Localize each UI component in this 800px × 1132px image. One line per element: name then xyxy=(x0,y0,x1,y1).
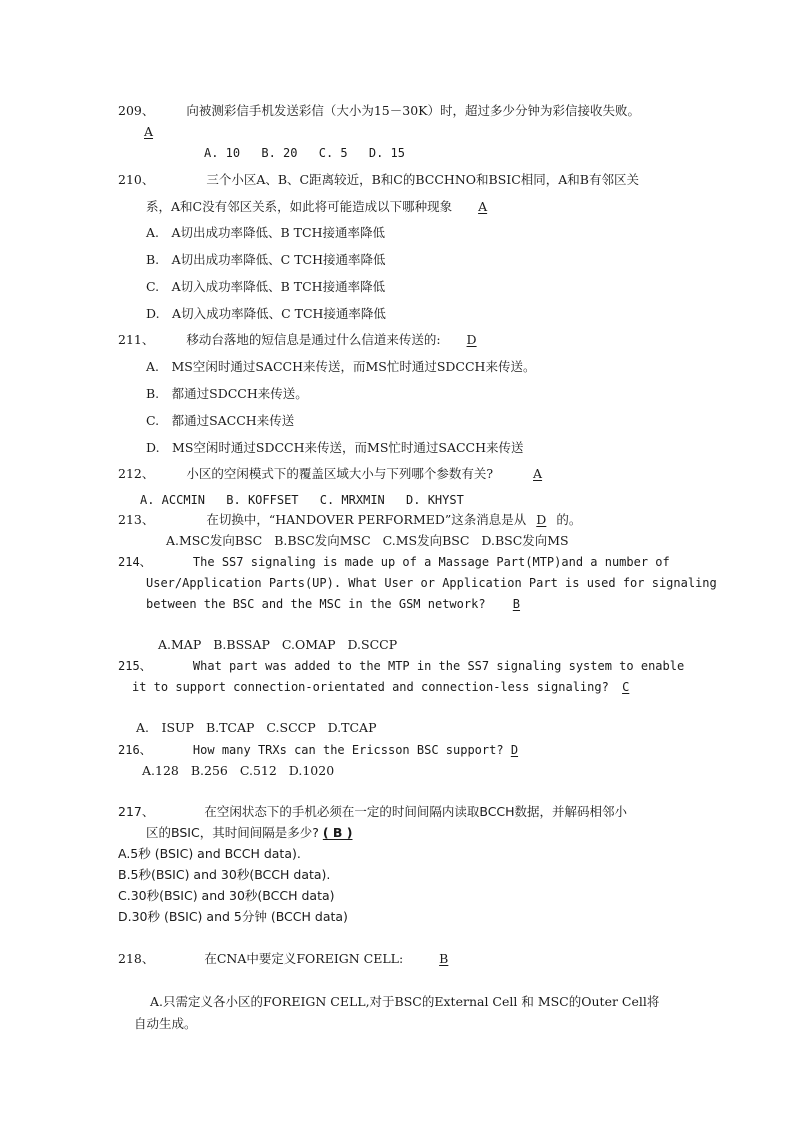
option-b: B.5秒(BSIC) and 30秒(BCCH data). xyxy=(118,867,331,882)
option-d: D. KHYST xyxy=(406,493,464,507)
question-number: 209、 xyxy=(118,103,155,118)
question-text-line3: between the BSC and the MSC in the GSM network? xyxy=(146,597,486,611)
option-c: C.SCCP xyxy=(266,720,316,735)
question-number: 214、 xyxy=(118,555,152,569)
option-c: C. 都通过SACCH来传送 xyxy=(146,413,295,428)
question-214-cont xyxy=(146,595,534,613)
question-number: 215、 xyxy=(118,659,152,673)
question-209 xyxy=(118,102,640,120)
options-214 xyxy=(158,636,405,654)
question-number: 210、 xyxy=(118,172,155,187)
option-a: A. MS空闲时通过SACCH来传送，而MS忙时通过SDCCH来传送。 xyxy=(146,359,536,374)
option-a: A.5秒 (BSIC) and BCCH data). xyxy=(118,846,301,861)
answer-value: A xyxy=(144,124,154,139)
option-c: C.OMAP xyxy=(281,637,336,652)
option-c: C.MS发向BSC xyxy=(382,533,470,548)
option-b: B.BSC发向MSC xyxy=(274,533,371,548)
answer-value: A xyxy=(533,466,543,481)
question-number: 218、 xyxy=(118,951,155,966)
option-d: D.BSC发向MS xyxy=(481,533,569,548)
answer-209 xyxy=(140,123,163,141)
option-b: B. 都通过SDCCH来传送。 xyxy=(146,386,308,401)
option-d: D.SCCP xyxy=(347,637,398,652)
option-a: A.128 xyxy=(142,763,179,778)
question-215-cont xyxy=(132,678,639,696)
question-210-cont xyxy=(146,198,509,216)
option-d: D.TCAP xyxy=(327,720,377,735)
option-d: D.1020 xyxy=(288,763,335,778)
option-b: B. 20 xyxy=(261,146,298,160)
option-b: B. KOFFSET xyxy=(226,493,299,507)
option-a: A. ACCMIN xyxy=(140,493,206,507)
answer-value: ( B ) xyxy=(322,825,353,840)
options-215 xyxy=(136,719,385,737)
question-218 xyxy=(118,950,470,968)
answer-value: D xyxy=(466,332,477,347)
question-210 xyxy=(118,171,639,189)
question-text-line1: 三个小区A、B、C距离较近，B和C的BCCHNO和BSIC相同，A和B有邻区关 xyxy=(206,172,639,187)
option-b: B.256 xyxy=(190,763,228,778)
option-c: C.30秒(BSIC) and 30秒(BCCH data) xyxy=(118,888,335,903)
question-216 xyxy=(118,741,544,759)
option-b: B.TCAP xyxy=(205,720,255,735)
question-217-cont xyxy=(146,824,353,842)
question-213 xyxy=(118,511,581,529)
option-a: A. ISUP xyxy=(136,720,194,735)
option-b: B. A切出成功率降低、C TCH接通率降低 xyxy=(146,252,386,267)
option-d: D.30秒 (BSIC) and 5分钟 (BCCH data) xyxy=(118,909,348,924)
option-a-cont: 自动生成。 xyxy=(134,1016,197,1031)
option-a: A.只需定义各小区的FOREIGN CELL,对于BSC的External Cell 和 MSC的Outer Cell将 xyxy=(150,994,660,1009)
question-number: 212、 xyxy=(118,466,155,481)
answer-value: B xyxy=(439,951,449,966)
options-209 xyxy=(204,144,419,162)
question-text-line1: The SS7 signaling is made up of a Massage Part(MTP)and a number of xyxy=(192,555,670,569)
question-number: 211、 xyxy=(118,332,155,347)
question-text-line2: 区的BSIC，其时间间隔是多少? xyxy=(146,825,319,840)
question-214 xyxy=(118,553,670,571)
question-text-line1: 在空闲状态下的手机必须在一定的时间间隔内读取BCCH数据，并解码相邻小 xyxy=(204,804,628,819)
option-d: D. MS空闲时通过SDCCH来传送，而MS忙时通过SACCH来传送 xyxy=(146,440,524,455)
question-text-end: 的。 xyxy=(556,512,582,527)
options-216 xyxy=(142,762,342,780)
option-d: D. 15 xyxy=(368,146,405,160)
question-text-line2: it to support connection-orientated and connection-less signaling? xyxy=(132,680,609,694)
option-c: C.512 xyxy=(239,763,277,778)
option-a: A. 10 xyxy=(204,146,241,160)
answer-value: B xyxy=(512,597,521,611)
question-text-line2: User/Application Parts(UP). What User or Application Part is used for signaling xyxy=(146,576,717,590)
options-212 xyxy=(140,491,478,509)
option-a: A.MAP xyxy=(158,637,202,652)
option-a: A.MSC发向BSC xyxy=(166,533,263,548)
option-a: A. A切出成功率降低、B TCH接通率降低 xyxy=(146,225,385,240)
question-text: How many TRXs can the Ericsson BSC support? xyxy=(192,743,504,757)
answer-value: C xyxy=(622,680,630,694)
answer-value: D xyxy=(536,512,547,527)
option-d: D. A切入成功率降低、C TCH接通率降低 xyxy=(146,306,386,321)
question-text-line1: What part was added to the MTP in the SS7 signaling system to enable xyxy=(192,659,685,673)
question-number: 217、 xyxy=(118,804,155,819)
question-text: 小区的空闲模式下的覆盖区域大小与下列哪个参数有关? xyxy=(186,466,494,481)
question-212 xyxy=(118,465,578,483)
option-c: C. 5 xyxy=(318,146,348,160)
question-text: 移动台落地的短信息是通过什么信道来传送的: xyxy=(186,332,441,347)
question-text: 在切换中，“HANDOVER PERFORMED”这条消息是从 xyxy=(206,512,527,527)
question-217 xyxy=(118,803,627,821)
option-b: B.BSSAP xyxy=(213,637,270,652)
question-text: 在CNA中要定义FOREIGN CELL: xyxy=(204,951,404,966)
question-215 xyxy=(118,657,684,675)
question-number: 216、 xyxy=(118,743,152,757)
answer-value: D xyxy=(510,743,519,757)
options-213 xyxy=(166,532,577,550)
question-211 xyxy=(118,331,499,349)
question-text-line2: 系，A和C没有邻区关系，如此将可能造成以下哪种现象 xyxy=(146,199,453,214)
answer-value: A xyxy=(478,199,488,214)
option-c: C. A切入成功率降低、B TCH接通率降低 xyxy=(146,279,386,294)
option-c: C. MRXMIN xyxy=(319,493,385,507)
question-number: 213、 xyxy=(118,512,155,527)
question-text: 向被测彩信手机发送彩信（大小为15－30K）时，超过多少分钟为彩信接收失败。 xyxy=(186,103,640,118)
